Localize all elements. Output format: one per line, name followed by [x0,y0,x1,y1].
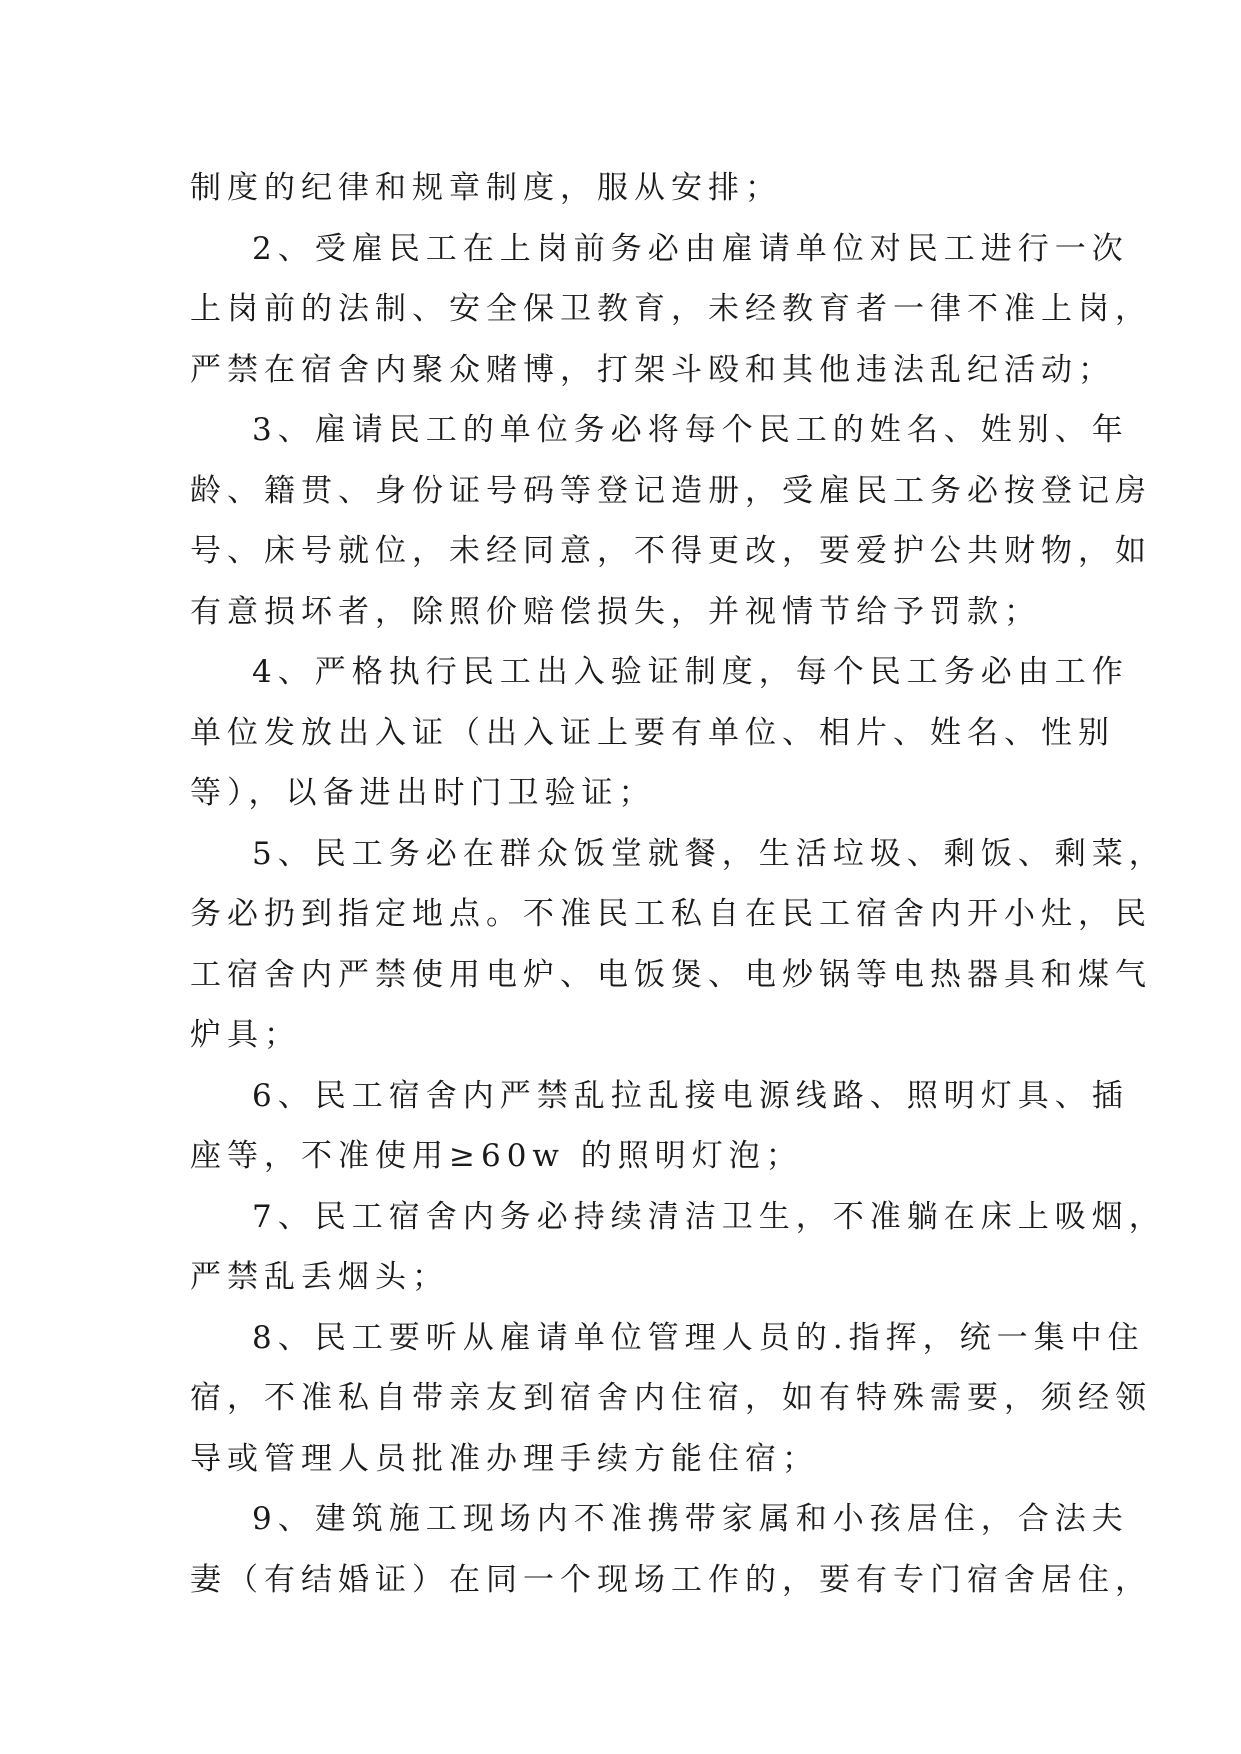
text-line: 制度的纪律和规章制度，服从安排； [190,170,782,206]
text-line: 妻（有结婚证）在同一个现场工作的，要有专门宿舍居住， [190,1561,1152,1598]
text-line: 导或管理人员批准办理手续方能住宿； [190,1440,819,1477]
text-line: 4、严格执行民工出入验证制度，每个民工务必由工作 [252,654,1129,690]
text-line: 8、民工要听从雇请单位管理人员的.指挥，统一集中住 [252,1319,1145,1356]
text-line: 7、民工宿舍内务必持续清洁卫生，不准躺在床上吸烟， [252,1198,1166,1235]
text-line: 6、民工宿舍内严禁乱拉乱接电源线路、照明灯具、插 [252,1077,1129,1114]
text-line: 工宿舍内严禁使用电炉、电饭煲、电炒锅等电热器具和煤气 [190,956,1152,993]
text-line: 单位发放出入证（出入证上要有单位、相片、姓名、性别 [190,714,1115,751]
text-line: 等），以备进出时门卫验证； [190,775,656,811]
text-line: 2、受雇民工在上岗前务必由雇请单位对民工进行一次 [252,230,1129,267]
text-line: 龄、籍贯、身份证号码等登记造册，受雇民工务必按登记房 [190,472,1152,509]
text-line: 严禁在宿舍内聚众赌博，打架斗殴和其他违法乱纪活动； [190,351,1115,388]
document-body [190,158,1166,1610]
text-line: 座等，不准使用≥60w 的照明灯泡； [190,1138,803,1174]
text-line: 号、床号就位，未经同意，不得更改，要爱护公共财物，如 [190,533,1152,569]
text-line: 宿，不准私自带亲友到宿舍内住宿，如有特殊需要，须经领 [190,1380,1152,1416]
text-line: 严禁乱丢烟头； [190,1259,449,1295]
text-line: 上岗前的法制、安全保卫教育，未经教育者一律不准上岗， [190,291,1152,327]
text-line: 务必扔到指定地点。不准民工私自在民工宿舍内开小灶，民 [190,896,1152,932]
text-line: 有意损坏者，除照价赔偿损失，并视情节给予罚款； [190,593,1041,630]
text-line: 炉具； [190,1017,301,1053]
text-line: 9、建筑施工现场内不准携带家属和小孩居住，合法夫 [252,1501,1129,1537]
text-line: 5、民工务必在群众饭堂就餐，生活垃圾、剩饭、剩菜， [252,835,1166,872]
text-line: 3、雇请民工的单位务必将每个民工的姓名、姓别、年 [252,412,1129,448]
